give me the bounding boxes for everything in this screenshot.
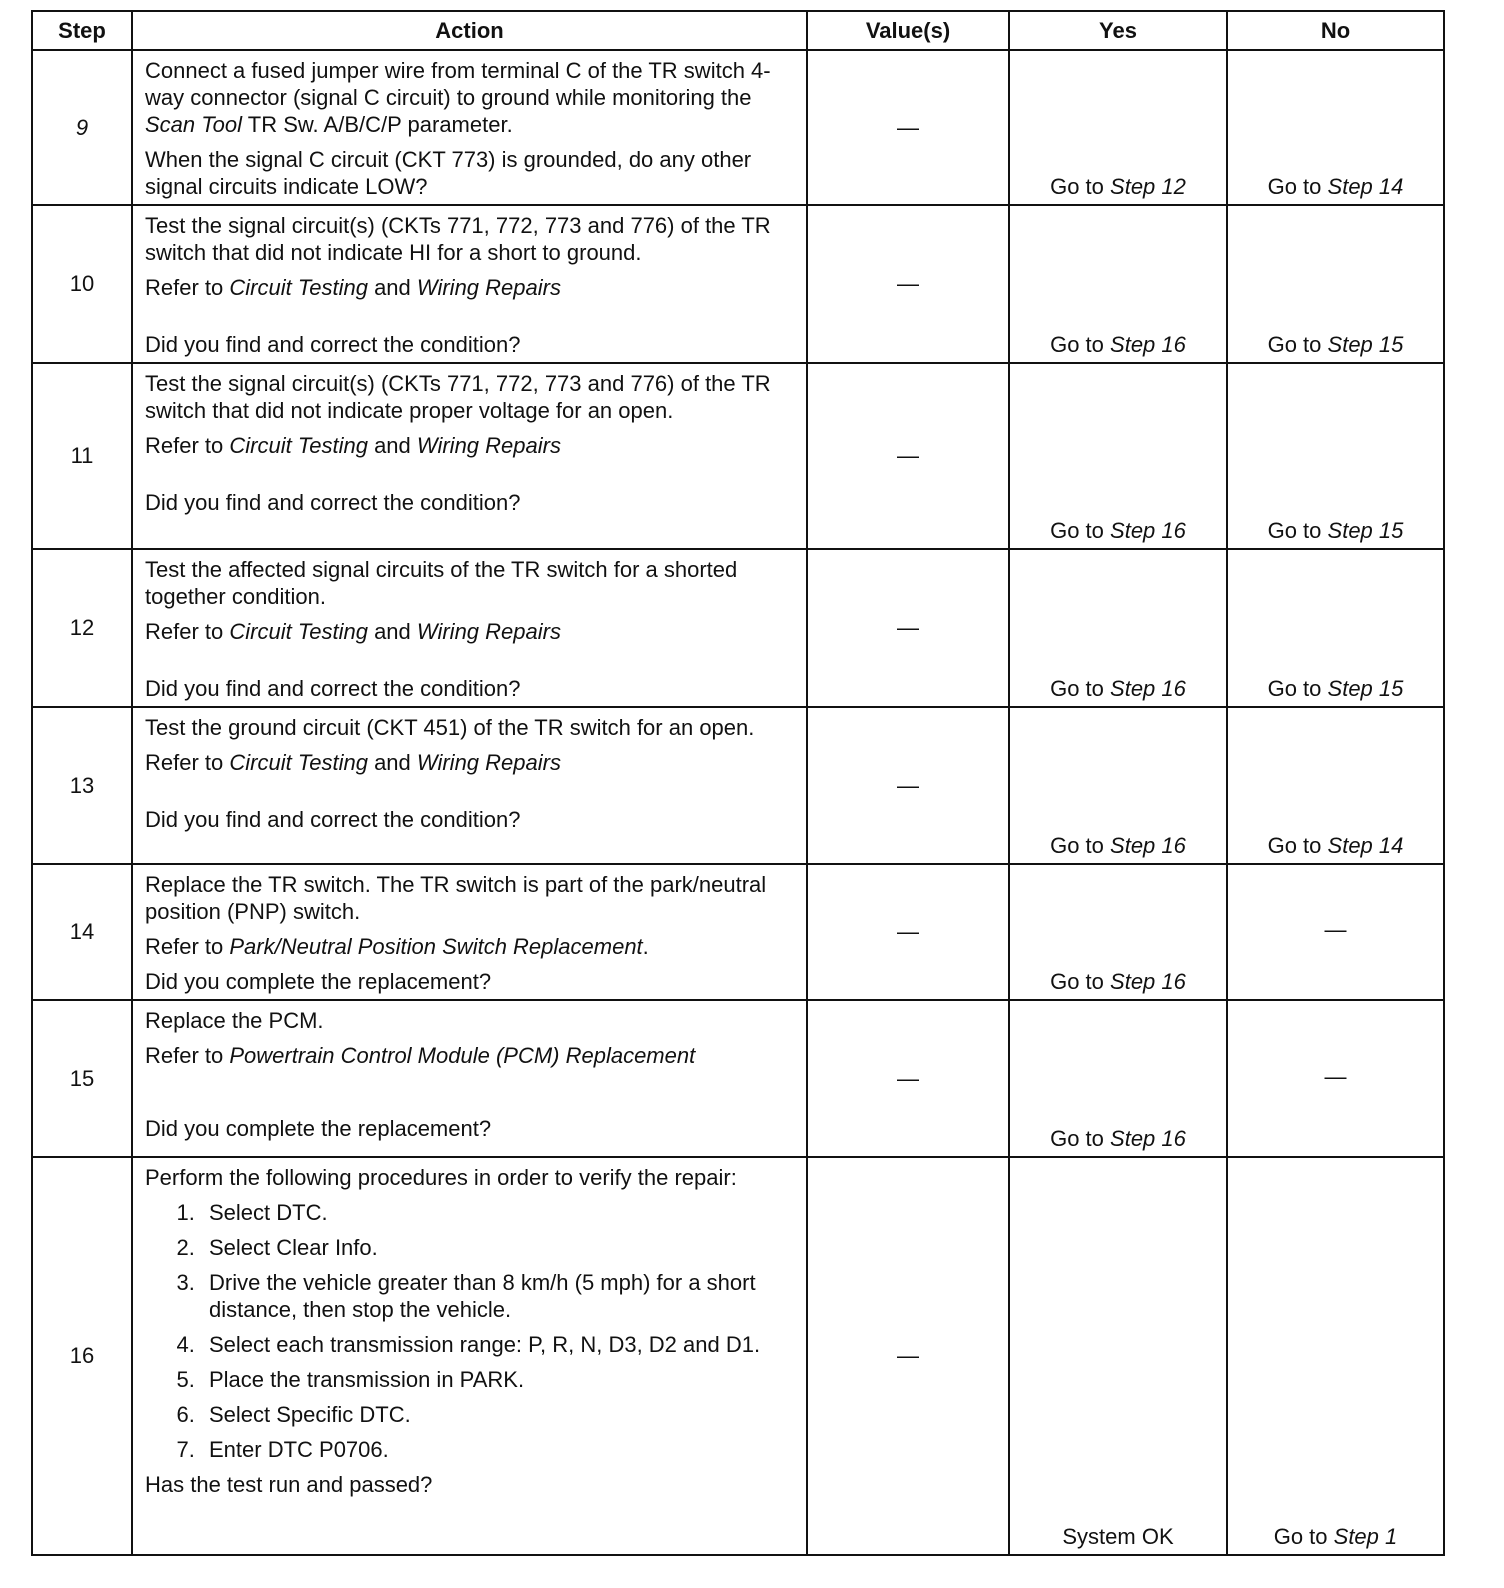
header-values: Value(s) bbox=[807, 11, 1009, 50]
action-question: Did you find and correct the condition? bbox=[145, 807, 521, 832]
table-row-step-16 bbox=[32, 1157, 1444, 1555]
value-cell: — bbox=[807, 1157, 1009, 1555]
instruction-text-end: TR Sw. A/B/C/P parameter. bbox=[242, 112, 513, 137]
step-number: 11 bbox=[32, 363, 132, 549]
step-number: 16 bbox=[32, 1157, 132, 1555]
no-cell: Go to Step 14 bbox=[1227, 707, 1444, 864]
yes-cell: Go to Step 12 bbox=[1009, 50, 1227, 205]
action-cell bbox=[132, 1157, 807, 1555]
value-cell: — bbox=[807, 205, 1009, 363]
procedure-item: 1. Select DTC. bbox=[201, 1199, 794, 1226]
no-cell: — bbox=[1227, 864, 1444, 1000]
action-cell bbox=[132, 707, 807, 864]
table-row-step-11 bbox=[32, 363, 1444, 549]
action-instruction: Perform the following procedures in order to verify the repair: bbox=[145, 1165, 737, 1190]
step-number: 14 bbox=[32, 864, 132, 1000]
action-cell bbox=[132, 205, 807, 363]
action-question: Did you complete the replacement? bbox=[145, 1116, 492, 1141]
value-cell: — bbox=[807, 363, 1009, 549]
no-cell: Go to Step 15 bbox=[1227, 205, 1444, 363]
yes-cell: Go to Step 16 bbox=[1009, 864, 1227, 1000]
action-cell bbox=[132, 864, 807, 1000]
header-yes: Yes bbox=[1009, 11, 1227, 50]
action-cell bbox=[132, 1000, 807, 1157]
yes-cell: Go to Step 16 bbox=[1009, 205, 1227, 363]
header-row bbox=[32, 11, 1444, 50]
no-cell: Go to Step 15 bbox=[1227, 363, 1444, 549]
action-reference: Refer to Circuit Testing and Wiring Repairs bbox=[145, 275, 561, 300]
yes-cell: System OK bbox=[1009, 1157, 1227, 1555]
no-cell: Go to Step 15 bbox=[1227, 549, 1444, 707]
action-instruction: Test the signal circuit(s) (CKTs 771, 772, 773 and 776) of the TR switch that did not indicate HI for a short to ground. bbox=[145, 213, 771, 265]
action-reference: Refer to Circuit Testing and Wiring Repairs bbox=[145, 433, 561, 458]
table-row-step-13 bbox=[32, 707, 1444, 864]
action-instruction: Test the affected signal circuits of the TR switch for a shorted together condition. bbox=[145, 557, 738, 609]
value-cell: — bbox=[807, 864, 1009, 1000]
action-cell bbox=[132, 363, 807, 549]
procedure-item: 3. Drive the vehicle greater than 8 km/h (5 mph) for a short distance, then stop the vehicle. bbox=[201, 1269, 794, 1323]
action-instruction: Replace the TR switch. The TR switch is part of the park/neutral position (PNP) switch. bbox=[145, 872, 767, 924]
diagnostic-table bbox=[31, 10, 1445, 1556]
yes-cell: Go to Step 16 bbox=[1009, 707, 1227, 864]
value-cell: — bbox=[807, 50, 1009, 205]
step-number: 10 bbox=[32, 205, 132, 363]
value-cell: — bbox=[807, 549, 1009, 707]
action-question: Did you complete the replacement? bbox=[145, 969, 492, 994]
yes-cell: Go to Step 16 bbox=[1009, 549, 1227, 707]
yes-cell: Go to Step 16 bbox=[1009, 363, 1227, 549]
action-question: Did you find and correct the condition? bbox=[145, 490, 521, 515]
value-cell: — bbox=[807, 1000, 1009, 1157]
action-reference: Refer to Powertrain Control Module (PCM) Replacement bbox=[145, 1043, 696, 1068]
action-instruction: Test the signal circuit(s) (CKTs 771, 772, 773 and 776) of the TR switch that did not indicate proper voltage for an open. bbox=[145, 371, 771, 423]
procedure-item: 2. Select Clear Info. bbox=[201, 1234, 794, 1261]
action-reference: Refer to Circuit Testing and Wiring Repairs bbox=[145, 619, 561, 644]
step-number: 12 bbox=[32, 549, 132, 707]
action-instruction: Test the ground circuit (CKT 451) of the TR switch for an open. bbox=[145, 715, 755, 740]
instruction-emphasis: Scan Tool bbox=[145, 112, 243, 137]
action-question: Did you find and correct the condition? bbox=[145, 332, 521, 357]
value-cell: — bbox=[807, 707, 1009, 864]
procedure-item: 4. Select each transmission range: P, R, N, D3, D2 and D1. bbox=[201, 1331, 794, 1358]
action-instruction bbox=[145, 57, 794, 138]
procedure-item: 7. Enter DTC P0706. bbox=[201, 1436, 794, 1463]
table-row-step-15 bbox=[32, 1000, 1444, 1157]
instruction-text: Connect a fused jumper wire from terminal C of the TR switch 4-way connector (signal C circuit) to ground while monitoring the bbox=[145, 58, 771, 110]
no-cell: — bbox=[1227, 1000, 1444, 1157]
action-question: Did you find and correct the condition? bbox=[145, 676, 521, 701]
table-row-step-12 bbox=[32, 549, 1444, 707]
action-instruction: Replace the PCM. bbox=[145, 1008, 324, 1033]
procedure-list bbox=[145, 1199, 794, 1463]
action-cell bbox=[132, 50, 807, 205]
no-cell: Go to Step 14 bbox=[1227, 50, 1444, 205]
header-no: No bbox=[1227, 11, 1444, 50]
action-reference: Refer to Park/Neutral Position Switch Replacement. bbox=[145, 934, 649, 959]
procedure-item: 6. Select Specific DTC. bbox=[201, 1401, 794, 1428]
header-action: Action bbox=[132, 11, 807, 50]
no-cell: Go to Step 1 bbox=[1227, 1157, 1444, 1555]
step-number: 13 bbox=[32, 707, 132, 864]
procedure-item: 5. Place the transmission in PARK. bbox=[201, 1366, 794, 1393]
yes-cell: Go to Step 16 bbox=[1009, 1000, 1227, 1157]
step-number: 15 bbox=[32, 1000, 132, 1157]
step-number: 9 bbox=[32, 50, 132, 205]
action-question: When the signal C circuit (CKT 773) is grounded, do any other signal circuits indicate LOW? bbox=[145, 147, 752, 199]
action-question: Has the test run and passed? bbox=[145, 1472, 433, 1497]
action-reference: Refer to Circuit Testing and Wiring Repairs bbox=[145, 750, 561, 775]
header-step: Step bbox=[32, 11, 132, 50]
table-row-step-14 bbox=[32, 864, 1444, 1000]
table-row-step-10 bbox=[32, 205, 1444, 363]
table-row-step-9 bbox=[32, 50, 1444, 205]
action-cell bbox=[132, 549, 807, 707]
